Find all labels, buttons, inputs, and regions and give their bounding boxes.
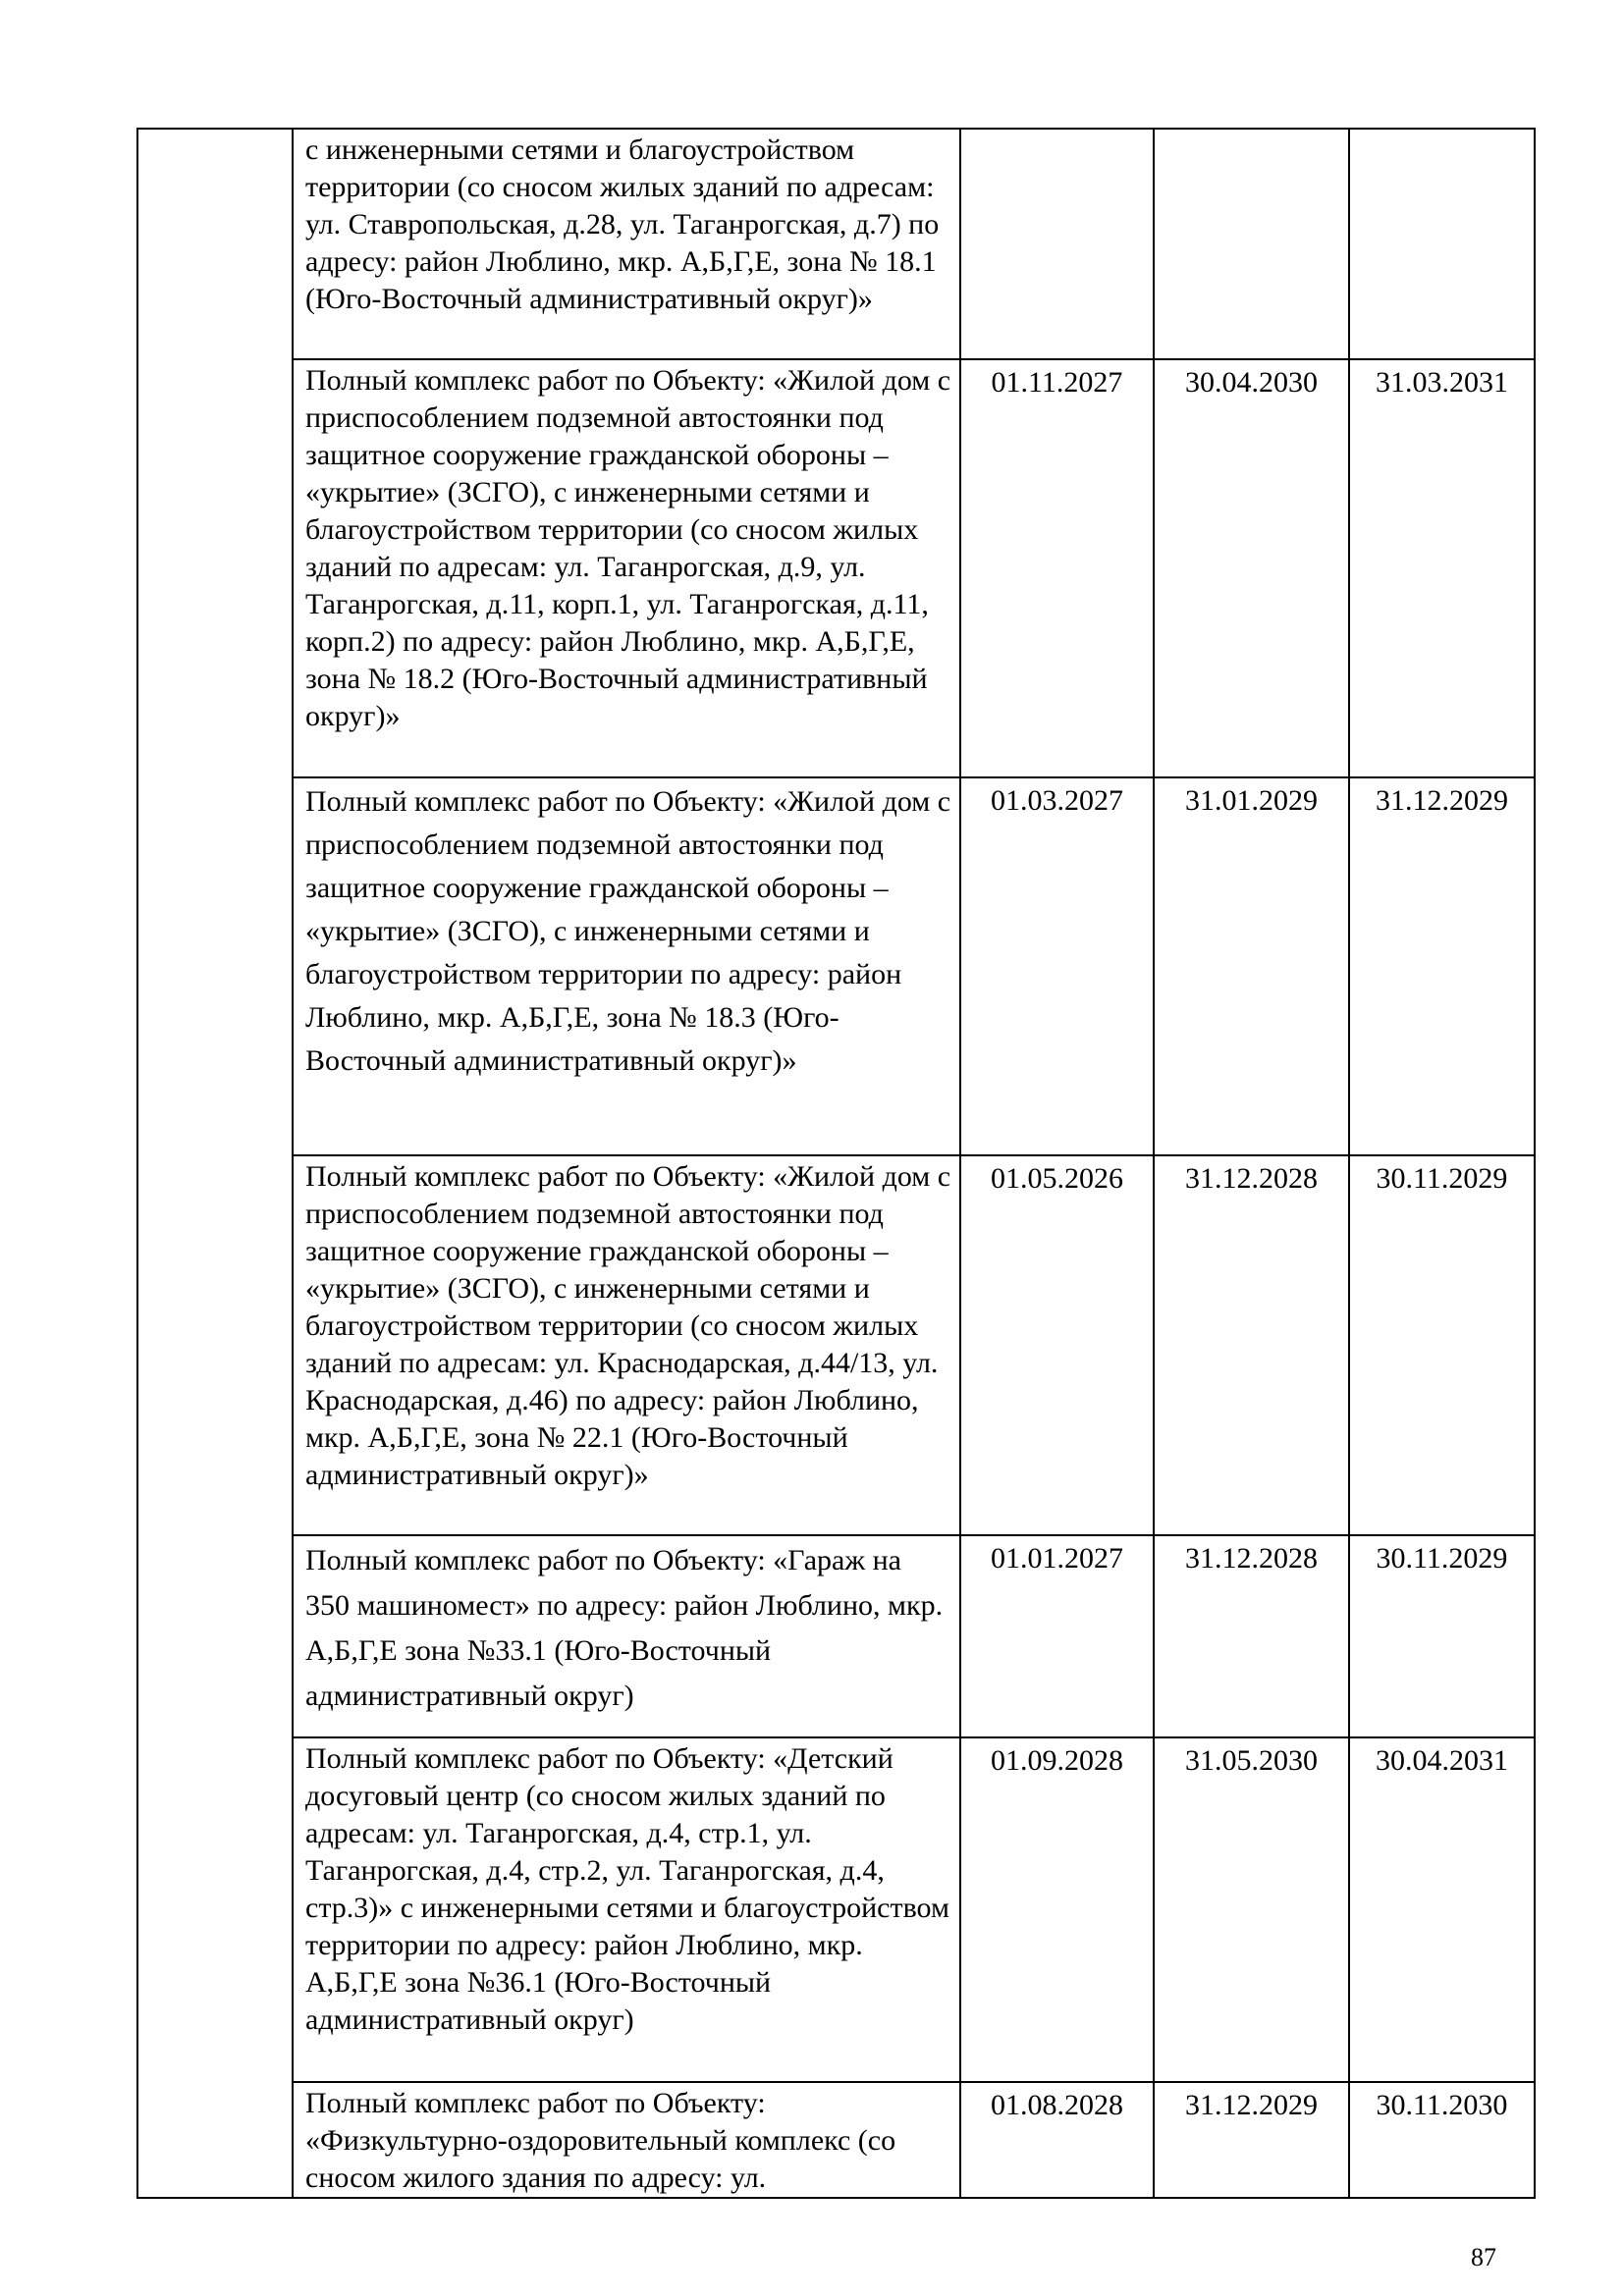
start-date <box>960 129 1154 359</box>
table-row <box>137 2082 1535 2198</box>
end-date <box>1154 129 1349 359</box>
table-row <box>137 129 1535 359</box>
end-date: 31.05.2030 <box>1154 1737 1349 2082</box>
start-date: 01.01.2027 <box>960 1535 1154 1737</box>
work-description: Полный комплекс работ по Объекту: «Гараж на 350 машиномест» по адресу: район Люблино, мкр. А,Б,Г,Е зона №33.1 (Юго-Восточный административный округ) <box>293 1535 960 1737</box>
row-number-cell <box>137 129 293 2198</box>
end-date: 31.12.2028 <box>1154 1155 1349 1535</box>
final-date: 30.11.2029 <box>1349 1155 1535 1535</box>
start-date: 01.03.2027 <box>960 777 1154 1155</box>
end-date: 31.12.2028 <box>1154 1535 1349 1737</box>
final-date: 30.11.2029 <box>1349 1535 1535 1737</box>
start-date: 01.11.2027 <box>960 359 1154 777</box>
table-row <box>137 1737 1535 2082</box>
works-schedule-table <box>136 128 1536 2199</box>
work-description: Полный комплекс работ по Объекту: «Жилой дом с приспособлением подземной автостоянки под защитное сооружение гражданской обороны – «укрытие» (ЗСГО), с инженерными сетями и благоустройством территории (со сносом жилых зданий по адресам: ул. Таганрогская, д.9, ул. Таганрогская, д.11, корп.1, ул. Таганрогская, д.11, корп.2) по адресу: район Люблино, мкр. А,Б,Г,Е, зона № 18.2 (Юго-Восточный административный округ)» <box>293 359 960 777</box>
start-date: 01.08.2028 <box>960 2082 1154 2198</box>
work-description: Полный комплекс работ по Объекту: «Жилой дом с приспособлением подземной автостоянки под защитное сооружение гражданской обороны – «укрытие» (ЗСГО), с инженерными сетями и благоустройством территории (со сносом жилых зданий по адресам: ул. Краснодарская, д.44/13, ул. Краснодарская, д.46) по адресу: район Люблино, мкр. А,Б,Г,Е, зона № 22.1 (Юго-Восточный административный округ)» <box>293 1155 960 1535</box>
final-date: 31.03.2031 <box>1349 359 1535 777</box>
final-date: 31.12.2029 <box>1349 777 1535 1155</box>
final-date <box>1349 129 1535 359</box>
final-date: 30.04.2031 <box>1349 1737 1535 2082</box>
end-date: 30.04.2030 <box>1154 359 1349 777</box>
work-description: Полный комплекс работ по Объекту: «Физкультурно-оздоровительный комплекс (со сносом жилого здания по адресу: ул. <box>293 2082 960 2198</box>
final-date: 30.11.2030 <box>1349 2082 1535 2198</box>
end-date: 31.12.2029 <box>1154 2082 1349 2198</box>
table-row <box>137 1155 1535 1535</box>
start-date: 01.09.2028 <box>960 1737 1154 2082</box>
table-row <box>137 777 1535 1155</box>
end-date: 31.01.2029 <box>1154 777 1349 1155</box>
work-description: Полный комплекс работ по Объекту: «Детский досуговый центр (со сносом жилых зданий по адресам: ул. Таганрогская, д.4, стр.1, ул. Таганрогская, д.4, стр.2, ул. Таганрогская, д.4, стр.3)» с инженерными сетями и благоустройством территории по адресу: район Люблино, мкр. А,Б,Г,Е зона №36.1 (Юго-Восточный административный округ) <box>293 1737 960 2082</box>
work-description: Полный комплекс работ по Объекту: «Жилой дом с приспособлением подземной автостоянки под защитное сооружение гражданской обороны – «укрытие» (ЗСГО), с инженерными сетями и благоустройством территории по адресу: район Люблино, мкр. А,Б,Г,Е, зона № 18.3 (Юго-Восточный административный округ)» <box>293 777 960 1155</box>
table-row <box>137 1535 1535 1737</box>
start-date: 01.05.2026 <box>960 1155 1154 1535</box>
table-row <box>137 359 1535 777</box>
work-description: с инженерными сетями и благоустройством территории (со сносом жилых зданий по адресам: ул. Ставропольская, д.28, ул. Таганрогская, д.7) по адресу: район Люблино, мкр. А,Б,Г,Е, зона № 18.1 (Юго-Восточный административный округ)» <box>293 129 960 359</box>
page-number: 87 <box>1471 2243 1496 2271</box>
